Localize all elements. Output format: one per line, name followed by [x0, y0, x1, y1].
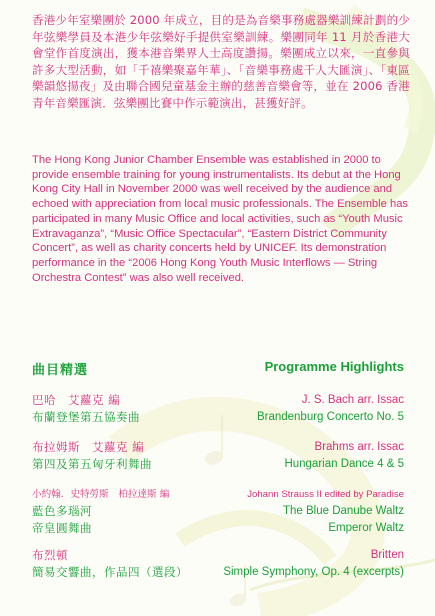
- chinese-introduction: 香港少年室樂團於 2000 年成立，目的是為音樂事務處器樂訓練計劃的少年弦樂學員及本港少年弦樂好手提供室樂訓練。樂團同年 11 月於香港大會堂作首度演出，獲本港音樂界人士高度讚揚。樂團成立以來，一直參與許多大型活動，如「千禧樂聚嘉年華」、「音樂事務處千人大匯演」、「東區樂韻悠揚夜」及由聯合國兒童基金主辦的慈善音樂會等，並在 2006 香港青年音樂匯演．弦樂團比賽中作示範演出，甚獲好評。: [32, 13, 410, 110]
- programme-item: [32, 486, 404, 537]
- title-chinese: 布蘭登堡第五協奏曲: [32, 410, 140, 424]
- composer-english: Britten: [370, 549, 404, 561]
- title-english: Simple Symphony, Op. 4 (excerpts): [223, 566, 404, 578]
- title-english-second: Emperor Waltz: [328, 522, 404, 534]
- english-introduction: The Hong Kong Junior Chamber Ensemble was established in 2000 to provide ensemble training for young instrumentalists. Its debut at the Hong Kong City Hall in November 2000 was well received by the audience and echoed with appreciation from local music professionals. The Ensemble has participated in many Music Office and local activities, such as “Youth Music Extravaganza”, “Music Office Spectacular”, “Eastern District Community Concert”, as well as charity concerts held by UNICEF. Its demonstration performance in the “2006 Hong Kong Youth Music Interflows — String Orchestra Contest” was also well received.: [32, 154, 409, 284]
- title-chinese-second: 帝皇圓舞曲: [32, 521, 92, 535]
- programme-item: [32, 547, 404, 581]
- title-english: Brandenburg Concerto No. 5: [256, 411, 404, 423]
- composer-chinese: 布烈頓: [32, 548, 68, 562]
- title-chinese: 簡易交響曲，作品四（選段）: [32, 565, 188, 579]
- composer-english: J. S. Bach arr. Issac: [301, 394, 404, 406]
- composer-chinese: 小約翰．史特勞斯 柏拉達斯 編: [32, 489, 170, 500]
- title-chinese: 藍色多瑙河: [32, 504, 92, 518]
- programme-item: [32, 392, 404, 426]
- title-english: Hungarian Dance 4 & 5: [284, 458, 404, 470]
- programme-heading-english: Programme Highlights: [264, 359, 404, 374]
- programme-heading-chinese: 曲目精選: [32, 363, 89, 378]
- programme-item: [32, 439, 404, 473]
- title-english: The Blue Danube Waltz: [282, 505, 404, 517]
- composer-chinese: 巴哈 艾蘿克 編: [32, 393, 121, 407]
- composer-english: Brahms arr. Issac: [314, 441, 404, 453]
- title-chinese: 第四及第五匈牙利舞曲: [32, 457, 152, 471]
- composer-chinese: 布拉姆斯 艾蘿克 編: [32, 440, 145, 454]
- composer-english: Johann Strauss II edited by Paradise: [247, 489, 404, 500]
